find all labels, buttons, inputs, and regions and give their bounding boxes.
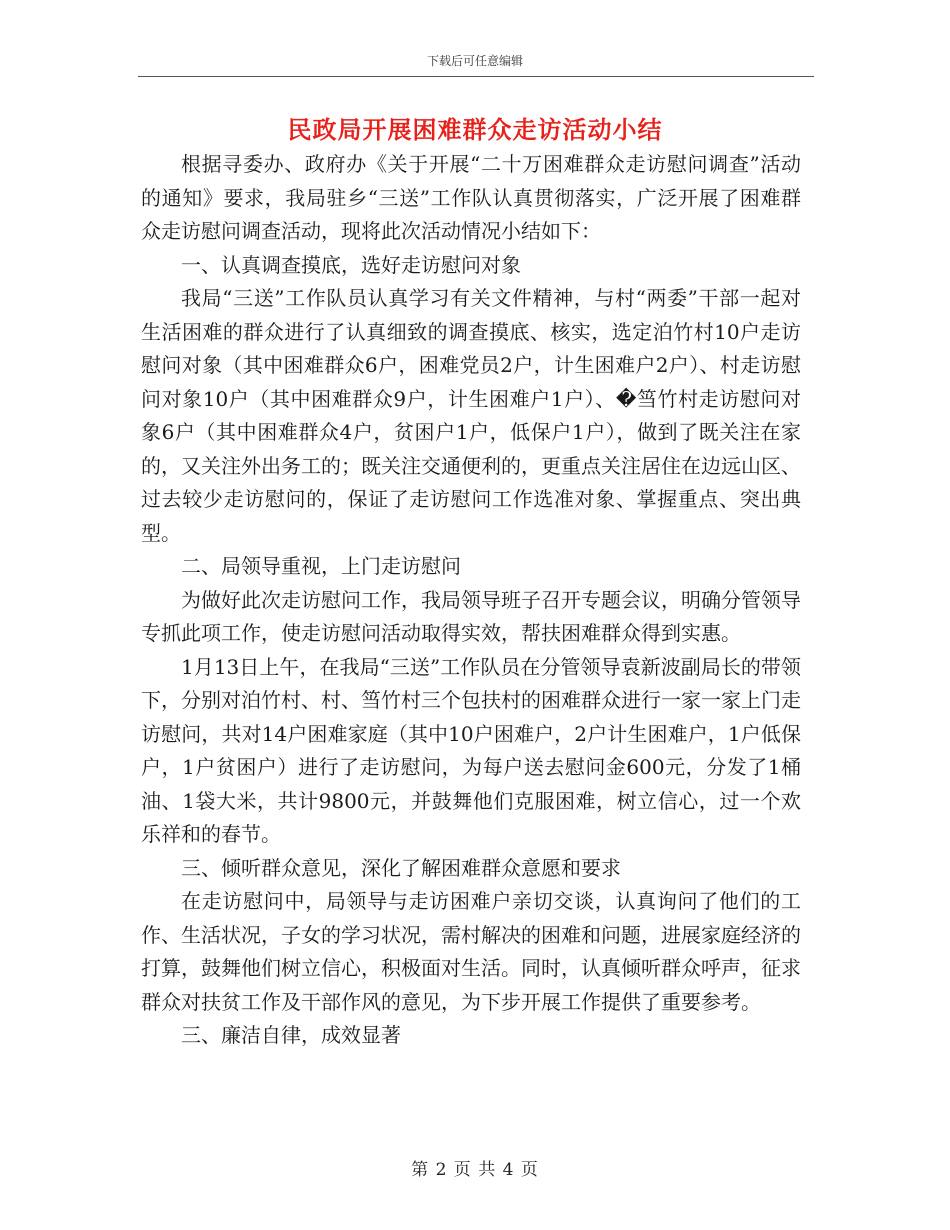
body-paragraph: 为做好此次走访慰问工作，我局领导班子召开专题会议，明确分管领导专抓此项工作，使走访慰问活动取得实效，帮扶困难群众得到实惠。: [141, 587, 801, 645]
section-heading-4: 三、廉洁自律，成效显著: [181, 1023, 401, 1047]
body-paragraph: 在走访慰问中，局领导与走访困难户亲切交谈，认真询问了他们的工作、生活状况，子女的学习状况，需村解决的困难和问题，进展家庭经济的打算，鼓舞他们树立信心，积极面对生活。同时，认真倾听群众呼声，征求群众对扶贫工作及干部作风的意见，为下步开展工作提供了重要参考。: [141, 889, 801, 1014]
page-header: 下载后可任意编辑: [426, 54, 523, 68]
body-paragraph: 我局“三送”工作队员认真学习有关文件精神，与村“两委”干部一起对生活困难的群众进行了认真细致的调查摸底、核实，选定泊竹村10户走访慰问对象（其中困难群众6户，困难党员2户，计生困难户2户）、村走访慰问对象10户（其中困难群众9户，计生困难户1户）、�筜竹村走访慰问对象6户（其中困难群众4户，贫困户1户，低保户1户），做到了既关注在家的，又关注外出务工的；既关注交通便利的，更重点关注居住在边远山区、过去较少走访慰问的，保证了走访慰问工作选准对象、掌握重点、突出典型。: [141, 286, 801, 545]
intro-paragraph: 根据寻委办、政府办《关于开展“二十万困难群众走访慰问调查”活动的通知》要求，我局驻乡“三送”工作队认真贯彻落实，广泛开展了困难群众走访慰问调查活动，现将此次活动情况小结如下：: [141, 152, 801, 243]
page-number: 第 2 页 共 4 页: [411, 1160, 539, 1180]
section-heading-1: 一、认真调查摸底，选好走访慰问对象: [181, 252, 521, 277]
header-rule: [138, 76, 814, 77]
section-heading-3: 三、倾听群众意见，深化了解困难群众意愿和要求: [181, 855, 621, 880]
document-title: 民政局开展困难群众走访活动小结: [287, 115, 663, 144]
body-paragraph: 1月13日上午，在我局“三送”工作队员在分管领导袁新波副局长的带领下，分别对泊竹村、村、筜竹村三个包扶村的困难群众进行一家一家上门走访慰问，共对14户困难家庭（其中10户困难户，2户计生困难户，1户低保户，1户贫困户）进行了走访慰问，为每户送去慰问金600元，分发了1桶油、1袋大米，共计9800元，并鼓舞他们克服困难，树立信心，过一个欢乐祥和的春节。: [141, 654, 801, 846]
section-heading-2: 二、局领导重视，上门走访慰问: [181, 554, 461, 578]
document-body: [141, 148, 801, 1053]
